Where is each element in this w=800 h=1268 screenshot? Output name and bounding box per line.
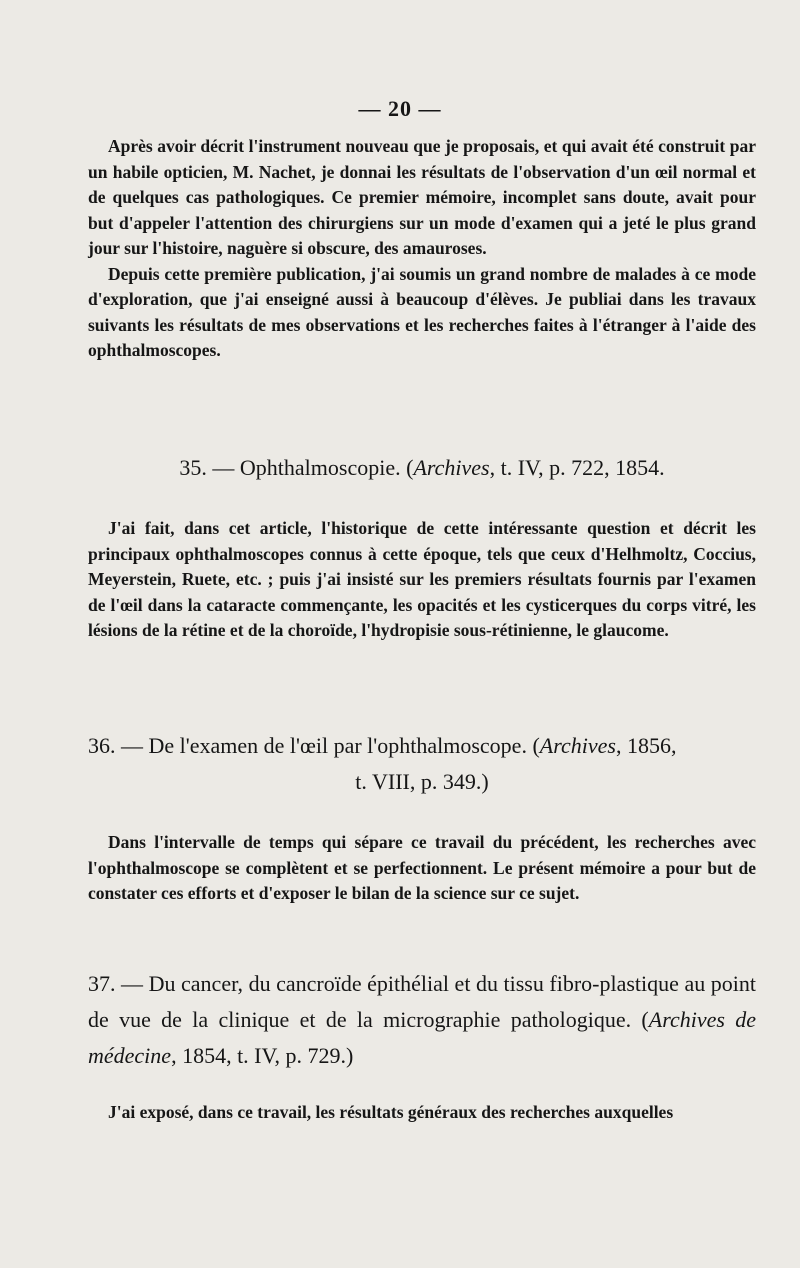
entry-37-body: J'ai exposé, dans ce travail, les résultats généraux des recherches auxquelles xyxy=(108,1102,674,1122)
entry-37-number: 37. xyxy=(88,971,116,996)
entry-35-title-text: — Ophthalmoscopie. ( xyxy=(212,455,414,480)
entry-36-reference: , 1856, xyxy=(615,733,677,758)
entry-37-title-text: — Du cancer, du cancroïde épithélial et du tissu fibro-plastique au point de vue de la clinique et de la micrographie pathologique. ( xyxy=(88,971,756,1032)
entry-37-title xyxy=(88,966,756,1074)
entry-37-reference: , 1854, t. IV, p. 729.) xyxy=(171,1043,354,1068)
entry-35-body-wrap xyxy=(88,516,756,644)
entry-37-journal: Archives de médecine xyxy=(88,1007,757,1068)
entry-37 xyxy=(88,966,756,1074)
entry-36-reference-line2: t. VIII, p. 349.) xyxy=(355,769,489,794)
entry-36-title xyxy=(88,728,756,764)
entry-36-body: Dans l'intervalle de temps qui sépare ce travail du précédent, les recherches avec l'ophthalmoscope se complètent et se perfectionnent. Le présent mémoire a pour but de constater ces efforts et d'exposer le bilan de la science sur ce sujet. xyxy=(88,832,756,903)
entry-35-body: J'ai fait, dans cet article, l'historique de cette intéressante question et décrit les principaux ophthalmoscopes connus à cette époque, tels que ceux d'Helhmoltz, Coccius, Meyerstein, Ruete, etc. ; puis j'ai insisté sur les premiers résultats fournis par l'examen de l'œil dans la cataracte commençante, les opacités et les cysticerques du corps vitré, les lésions de la rétine et de la choroïde, l'hydropisie sous-rétinienne, le glaucome. xyxy=(88,518,756,640)
entry-35-number: 35. xyxy=(179,455,207,480)
entry-35-title xyxy=(88,450,756,486)
entry-36-journal: Archives xyxy=(539,733,616,758)
intro-paragraph-2: Depuis cette première publication, j'ai soumis un grand nombre de malades à ce mode d'exploration, que j'ai enseigné aussi à beaucoup d'élèves. Je publiai dans les travaux suivants les résultats de mes observations et les recherches faites à l'étranger à l'aide des ophthalmoscopes. xyxy=(88,263,756,360)
entry-36 xyxy=(88,728,756,800)
entry-35 xyxy=(88,450,756,486)
page-number: — 20 — xyxy=(358,96,442,121)
entry-36-number: 36. xyxy=(88,733,116,758)
entry-36-title-text: — De l'examen de l'œil par l'ophthalmoscope. ( xyxy=(121,733,540,758)
entry-36-body-wrap xyxy=(88,830,756,907)
entry-37-body-wrap xyxy=(88,1100,756,1126)
entry-35-journal: Archives xyxy=(413,455,490,480)
intro-paragraph-1: Après avoir décrit l'instrument nouveau que je proposais, et qui avait été construit par un habile opticien, M. Nachet, je donnai les résultats de l'observation d'un œil normal et de quelques cas pathologiques. Ce premier mémoire, incomplet sans doute, avait pour but d'appeler l'attention des chirurgiens sur un mode d'examen qui a jeté le plus grand jour sur l'histoire, naguère si obscure, des amauroses. xyxy=(88,136,756,258)
intro-section xyxy=(88,134,756,364)
entry-35-reference: , t. IV, p. 722, 1854. xyxy=(489,455,665,480)
